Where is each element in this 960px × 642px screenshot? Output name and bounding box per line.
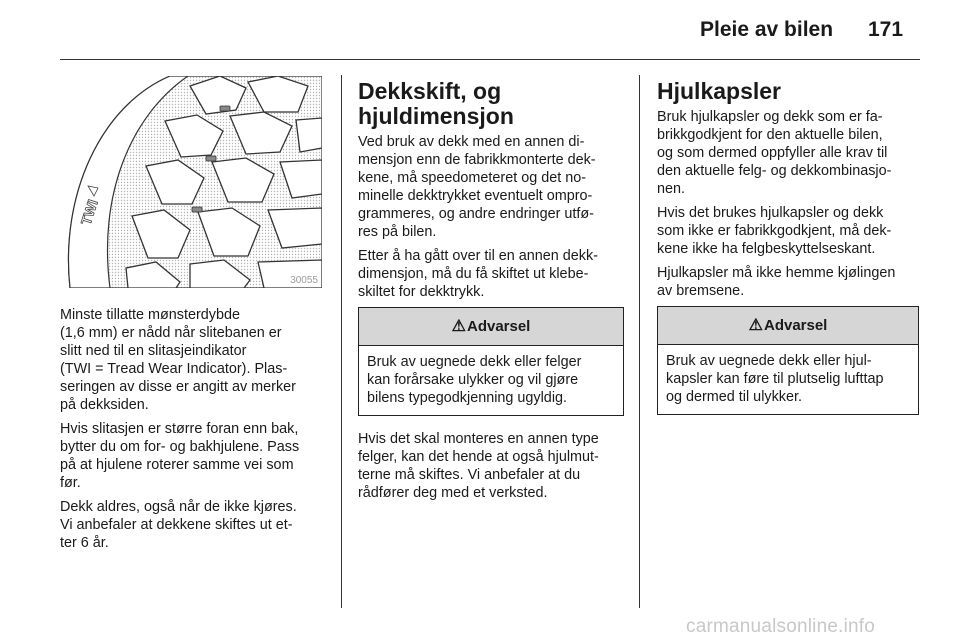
warning-triangle-icon: ⚠ [748, 316, 763, 334]
paragraph-wheel-nuts: Hvis det skal monteres en annen type felger, kan det hende at også hjulmut- terne må skiftes. Vi anbefaler at du rådfører deg med et verksted. [358, 431, 599, 501]
left-column [60, 306, 330, 558]
paragraph-hubcap-cooling: Hjulkapsler må ikke hemme kjølingen av bremsene. [657, 265, 896, 299]
warning-text: Bruk av uegnede dekk eller hjul- kapsler kan føre til plutselig lufttap og dermed til ulykker. [666, 353, 884, 405]
warning-text: Bruk av uegnede dekk eller felger kan forårsake ulykker og vil gjøre bilens typegodkjenning ugyldig. [367, 354, 582, 406]
warning-title: Advarsel [763, 316, 828, 334]
watermark: carmanualsonline.info [686, 616, 876, 637]
page-header-title: Pleie av bilen [700, 18, 834, 41]
figure-number: 30055 [290, 275, 318, 286]
warning-box-hubcaps [657, 306, 919, 415]
middle-column [358, 79, 628, 508]
paragraph-tyre-dimension: Ved bruk av dekk med en annen di- mensjon enn de fabrikkmonterte dek- kene, må speedometeret og det no- minelle dekktrykket eventuelt ompro- grammeres, og andre endringer utfø- res på bilen. [358, 134, 596, 240]
warning-title: Advarsel [466, 317, 531, 335]
paragraph-hubcap-rim-protection: Hvis det brukes hjulkapsler og dekk som ikke er fabrikkgodkjent, må dek- kene ikke ha felgbeskyttelseskant. [657, 205, 892, 257]
warning-header [658, 307, 918, 345]
page-number: 171 [868, 18, 904, 41]
twi-sidewall-label: TWI [77, 197, 101, 227]
column-divider-left [341, 75, 342, 608]
warning-triangle-icon: ⚠ [451, 317, 466, 335]
paragraph-tread-depth: Minste tillatte mønsterdybde (1,6 mm) er nådd når slitebanen er slitt ned til en slitasjeindikator (TWI = Tread Wear Indicator). Plas- seringen av disse er angitt av merker på dekksiden. [60, 307, 296, 413]
section-heading-hubcaps: Hjulkapsler [657, 78, 781, 104]
tire-tread-drawing [60, 76, 322, 288]
paragraph-hubcap-approval: Bruk hjulkapsler og dekk som er fa- brikkgodkjent for den aktuelle bilen, og som dermed oppfyller alle krav til den aktuelle felg- og dekkombinasjo- nen. [657, 109, 892, 197]
section-heading-tyre-change: Dekkskift, og hjuldimensjon [358, 78, 514, 129]
warning-box-tyres [358, 307, 624, 416]
warning-header [359, 308, 623, 346]
paragraph-tyre-age: Dekk aldres, også når de ikke kjøres. Vi anbefaler at dekkene skiftes ut et- ter 6 år. [60, 499, 297, 551]
header-divider [60, 59, 920, 60]
right-column [657, 79, 927, 429]
paragraph-pressure-label: Etter å ha gått over til en annen dekk- dimensjon, må du få skiftet ut klebe- skiltet for dekktrykk. [358, 248, 598, 300]
tire-tread-illustration [60, 76, 322, 288]
paragraph-wheel-rotation: Hvis slitasjen er større foran enn bak, bytter du om for- og bakhjulene. Pass på at hjulene roterer samme vei som før. [60, 421, 300, 491]
column-divider-right [639, 75, 640, 608]
